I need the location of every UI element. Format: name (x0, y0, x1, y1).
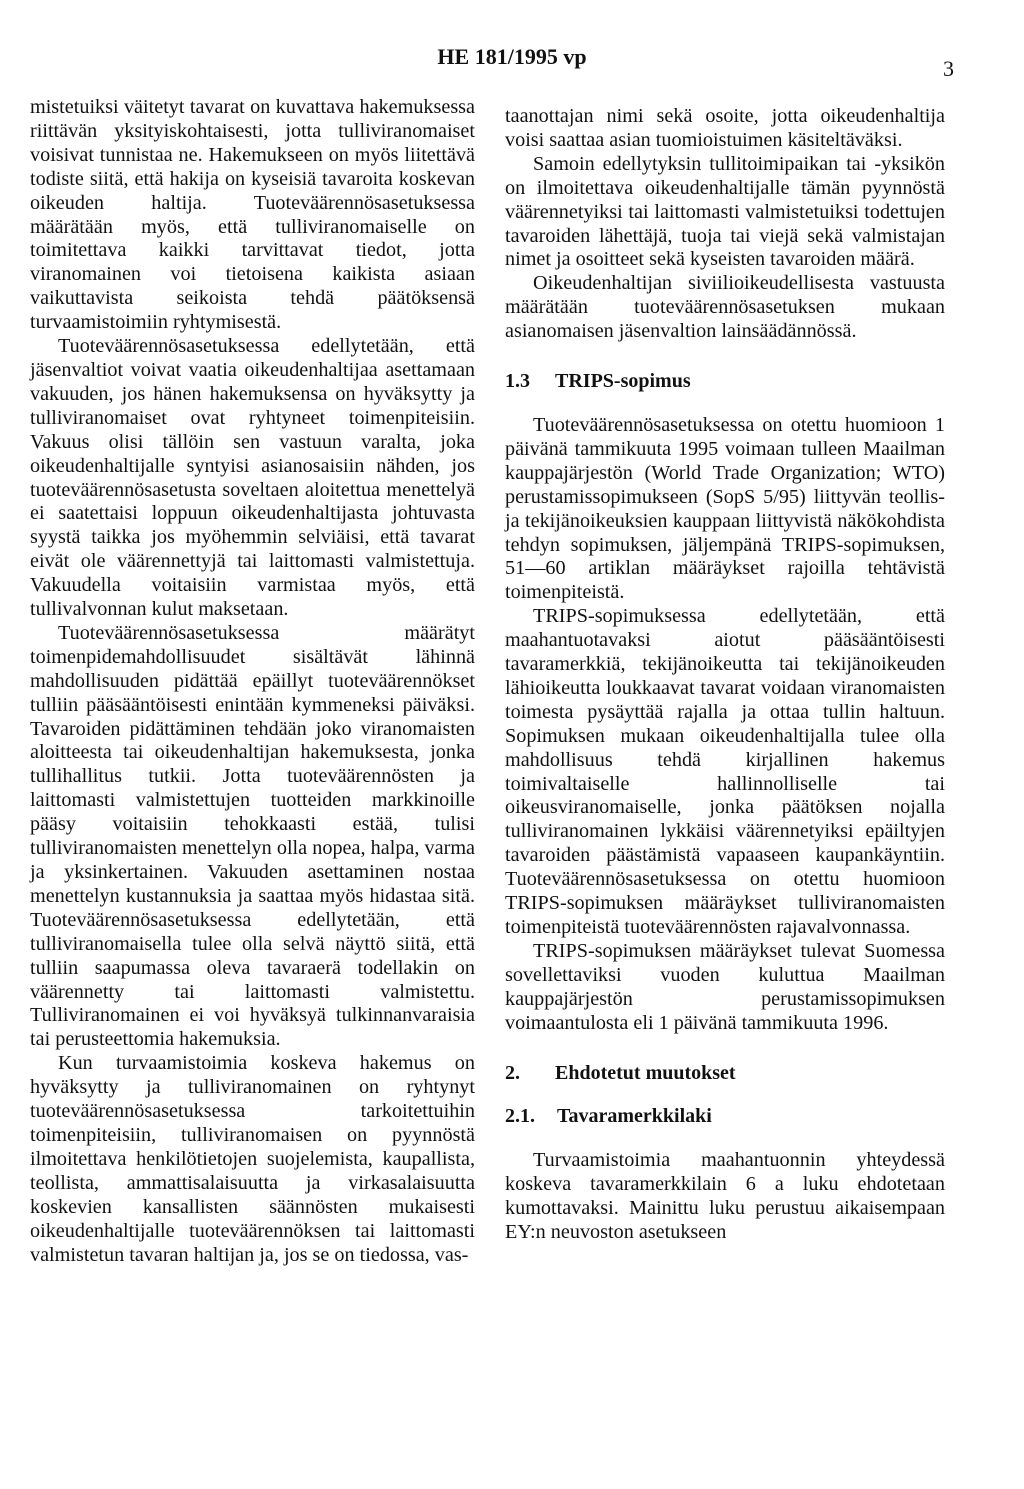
left-column (30, 96, 475, 1267)
paragraph: Kun turvaamistoimia koskeva hakemus on hyväksytty ja tulliviranomainen on ryhtynyt tuoteväärennösasetuksessa tarkoitettuihin toimenpiteisiin, tulliviranomaisen on pyynnöstä ilmoitettava henkilötietojen suojelemista, kaupallista, teollista, ammattisalaisuutta ja virkasalaisuutta koskevien kansallisten säännösten mukaisesti oikeudenhaltijalle tuoteväärennöksen tai laittomasti valmistetun tavaran haltijan ja, jos se on tiedossa, vas- (30, 1052, 475, 1266)
section-heading-2 (505, 1062, 945, 1086)
paragraph: mistetuiksi väitetyt tavarat on kuvattava hakemuksessa riittävän yksityiskohtaisesti, jotta tulliviranomaiset voisivat tunnistaa ne. Hakemukseen on myös liitettävä todiste siitä, että hakija on kyseisiä tavaroita koskevan oikeuden haltija. Tuoteväärennösasetuksessa määrätään myös, että tulliviranomaiselle on toimitettava kaikki tarvittavat tiedot, jotta viranomainen voi tietoisena kaikista asiaan vaikuttavista seikoista tehdä päätöksensä turvaamistoimiin ryhtymisestä. (30, 96, 475, 334)
section-heading-2-1 (505, 1105, 945, 1129)
paragraph: Tuoteväärennösasetuksessa edellytetään, että jäsenvaltiot voivat vaatia oikeudenhaltijaa asettamaan vakuuden, jos hänen hakemuksensa on hyväksytty ja tulliviranomaiset ovat ryhtyneet toimenpiteisiin. Vakuus olisi tällöin sen vastuun varalta, joka oikeudenhaltijalle syntyisi asianosaisiin nähden, jos tuoteväärennösasetusta soveltaen aloitettua menettelyä ei saatettaisi loppuun oikeudenhaltijasta johtuvasta syystä taikka jos myöhemmin selviäisi, että tavarat eivät ole väärennettyjä tai laittomasti valmistettuja. Vakuudella voitaisiin varmistaa myös, että tullivalvonnan kulut maksetaan. (30, 335, 475, 621)
section-title: Ehdotetut muutokset (555, 1061, 736, 1084)
paragraph: taanottajan nimi sekä osoite, jotta oikeudenhaltija voisi saattaa asian tuomioistuimen käsiteltäväksi. (505, 105, 945, 151)
section-number: 2.1. (505, 1105, 535, 1128)
paragraph: Tuoteväärennösasetuksessa määrätyt toimenpidemahdollisuudet sisältävät lähinnä mahdollisuuden pidättää epäillyt tuoteväärennökset tulliin pääsääntöisesti enintään kymmeneksi päiväksi. Tavaroiden pidättäminen tehdään joko viranomaisten aloitteesta tai oikeudenhaltijan hakemuksesta, jonka tullihallitus tutkii. Jotta tuoteväärennösten ja laittomasti valmistettujen tuotteiden markkinoille pääsy voitaisiin tehokkaasti estää, tulisi tulliviranomaisten menettelyn olla nopea, halpa, varma ja yksinkertainen. Vakuuden asettaminen nostaa menettelyn kustannuksia ja saattaa myös hidastaa sitä. Tuoteväärennösasetuksessa edellytetään, että tulliviranomaisella tulee olla selvä näyttö siitä, että tulliin saapumassa oleva tavaraerä todellakin on väärennetty tai laittomasti valmistettu. Tulliviranomainen ei voi hyväksyä tulkinnanvaraisia tai perusteettomia hakemuksia. (30, 621, 475, 1051)
paragraph: Oikeudenhaltijan siviilioikeudellisesta vastuusta määrätään tuoteväärennösasetuksen mukaan asianomaisen jäsenvaltion lainsäädännössä. (505, 272, 945, 343)
section-heading-1-3 (505, 370, 945, 394)
section-number: 1.3 (505, 370, 530, 393)
section-number: 2. (505, 1061, 520, 1084)
section-title: Tavaramerkkilaki (557, 1105, 712, 1128)
paragraph: Samoin edellytyksin tullitoimipaikan tai -yksikön on ilmoitettava oikeudenhaltijalle tämän pyynnöstä väärennetyiksi tai laittomasti valmistetuiksi todettujen tavaroiden lähettäjä, tuoja tai viejä sekä valmistajan nimet ja osoitteet sekä kyseisten tavaroiden määrä. (505, 152, 945, 271)
paragraph: TRIPS-sopimuksessa edellytetään, että maahantuotavaksi aiotut pääsääntöisesti tavaramerkkiä, tekijänoikeutta tai tekijänoikeuden lähioikeutta loukkaavat tavarat voidaan viranomaisten toimesta pysäyttää rajalla ja ottaa tullin haltuun. Sopimuksen mukaan oikeudenhaltijalla tulee olla mahdollisuus tehdä kirjallinen hakemus toimivaltaiselle hallinnolliselle tai oikeusviranomaiselle, jonka päätöksen nojalla tulliviranomainen lykkäisi väärennetyiksi epäiltyjen tavaroiden päästämistä vapaaseen kaupankäyntiin. Tuoteväärennösasetuksessa on otettu huomioon TRIPS-sopimuksen määräykset tulliviranomaisten toimenpiteistä tuoteväärennösten rajavalvonnassa. (505, 605, 945, 938)
paragraph: TRIPS-sopimuksen määräykset tulevat Suomessa sovellettaviksi vuoden kuluttua Maailman kauppajärjestön perustamissopimuksen voimaantulosta eli 1 päivänä tammikuuta 1996. (505, 939, 945, 1034)
section-title: TRIPS-sopimus (555, 370, 691, 393)
paragraph: Turvaamistoimia maahantuonnin yhteydessä koskeva tavaramerkkilain 6 a luku ehdotetaan kumottavaksi. Mainittu luku perustuu aikaisempaan EY:n neuvoston asetukseen (505, 1149, 945, 1244)
document-header: HE 181/1995 vp (437, 44, 587, 69)
paragraph: Tuoteväärennösasetuksessa on otettu huomioon 1 päivänä tammikuuta 1995 voimaan tulleen Maailman kauppajärjestön (World Trade Organization; WTO) perustamissopimukseen (SopS 5/95) liittyvän teollis- ja tekijänoikeuksien kauppaan liittyvistä näkökohdista tehdyn sopimuksen, jäljempänä TRIPS-sopimuksen, 51—60 artiklan määräykset rajoilla tehtävistä toimenpiteistä. (505, 413, 945, 604)
page-number: 3 (943, 56, 954, 81)
right-column (505, 105, 945, 1245)
